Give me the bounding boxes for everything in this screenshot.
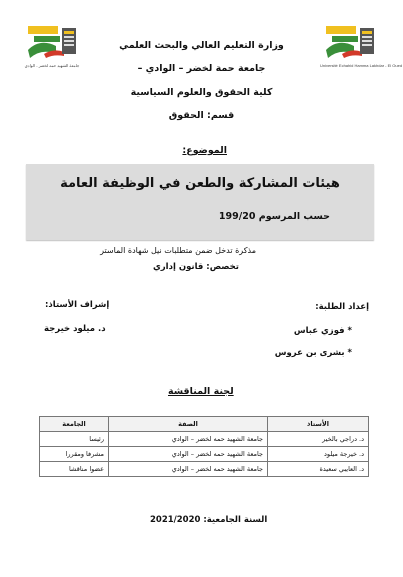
university-cell: رئيسا: [40, 432, 109, 447]
supervisor-label: إشراف الأستاذ:: [45, 300, 110, 310]
department-name: قسم: الحقوق: [168, 110, 235, 121]
university-name: جامعة حمة لخضر – الوادي –: [137, 63, 266, 74]
capacity-cell: جامعة الشهيد حمه لخضر – الوادي: [109, 462, 268, 477]
academic-year: السنة الجامعية: 2021/2020: [150, 515, 268, 525]
column-header-capacity: الصفة: [109, 417, 268, 432]
capacity-cell: جامعة الشهيد حمه لخضر – الوادي: [109, 447, 268, 462]
column-header-professor: الأستاذ: [268, 417, 369, 432]
table-row: [40, 447, 369, 462]
capacity-cell: جامعة الشهيد حمه لخضر – الوادي: [109, 432, 268, 447]
faculty-name: كلية الحقوق والعلوم السياسية: [130, 87, 273, 98]
column-header-university: الجامعة: [40, 417, 109, 432]
thesis-title-box: [26, 164, 374, 240]
subject-label: الموضوع:: [182, 145, 227, 156]
decree-reference: حسب المرسوم 199/20: [218, 211, 330, 222]
thesis-note: مذكرة تدخل ضمن متطلبات نيل شهادة الماستر: [100, 246, 256, 255]
committee-header-row: [40, 417, 369, 432]
university-cell: عضوا مناقشا: [40, 462, 109, 477]
supervisor-name: د. ميلود خيرجة: [44, 324, 106, 334]
committee-table: [39, 416, 369, 477]
specialty: تخصص: قانون إداري: [152, 262, 239, 272]
ministry-name: وزارة التعليم العالي والبحث العلمي: [119, 40, 284, 51]
professor-cell: د. خيرجة ميلود: [268, 447, 369, 462]
student-name-1: * فوزي عباس: [293, 326, 352, 336]
table-row: [40, 462, 369, 477]
professor-cell: د. دراجي بالخير: [268, 432, 369, 447]
logo-left-caption: جامعة الشهيد حمه لخضر - الوادي: [24, 63, 80, 68]
table-row: [40, 432, 369, 447]
student-name-2: * بشرى بن عروس: [274, 348, 352, 358]
logo-right-caption: Université Echahid Hamma Lakhdar - El Oued: [320, 63, 403, 68]
professor-cell: د. العايبي سعيدة: [268, 462, 369, 477]
students-label: إعداد الطلبة:: [315, 302, 369, 312]
committee-title: لجنة المناقشة: [168, 386, 234, 397]
thesis-title: هيئات المشاركة والطعن في الوظيفة العامة: [60, 176, 340, 191]
university-cell: مشرفا ومقررا: [40, 447, 109, 462]
